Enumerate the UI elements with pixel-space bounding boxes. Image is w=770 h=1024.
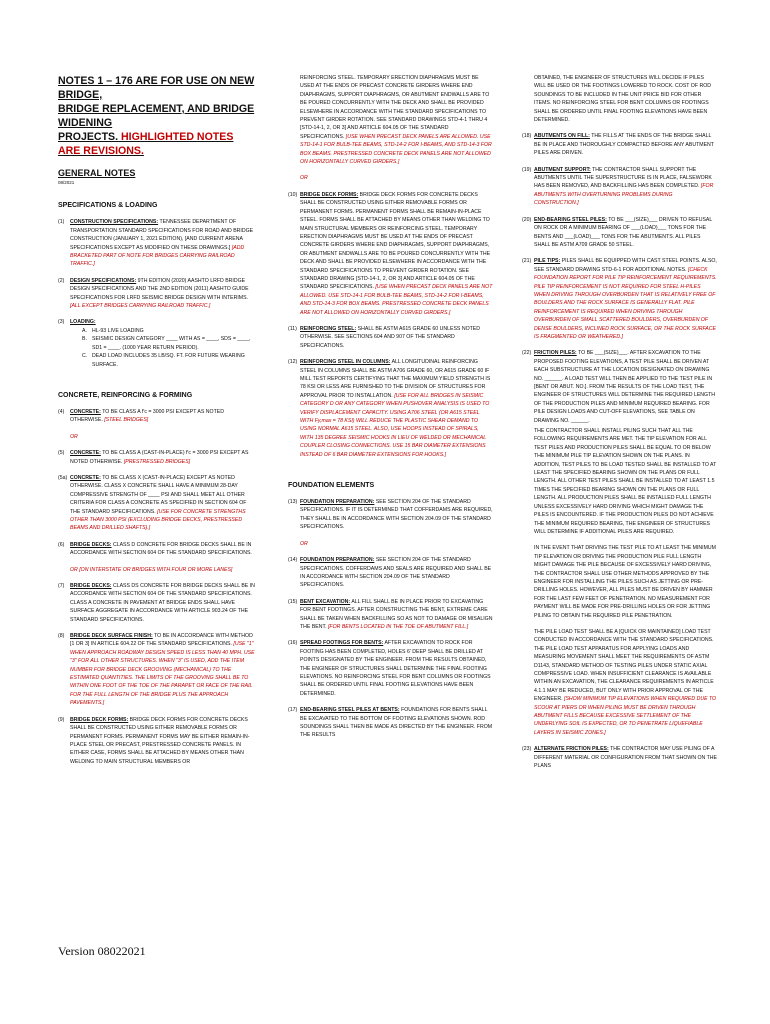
column-3 — [522, 74, 717, 778]
note-11: (11) REINFORCING STEEL: SHALL BE ASTM A615 GRADE 60 UNLESS NOTED OTHERWISE. SEE SECTIONS 604 AND 907 OF THE STANDARD SPECIFICATIONS. — [288, 325, 480, 349]
note-7: (7) BRIDGE DECKS: CLASS DS CONCRETE FOR BRIDGE DECKS SHALL BE IN ACCORDANCE WITH SECTION 604 OF THE STANDARD SPECIFICATIONS. CLASS A CONCRETE IN PAVEMENT AT BRIDGE ENDS SHALL HAVE SURFACE AGGREGATE IN ACCORDANCE WITH ARTICLE 903.24 OF THE STANDARD SPECIFICATIONS. — [58, 583, 255, 623]
note-2: (2) DESIGN SPECIFICATIONS: 9TH EDITION (2020) AASHTO LRFD BRIDGE DESIGN SPECIFICATIONS AND THE 2ND EDITION (2011) AASHTO GUIDE SPECIFICATIONS FOR LRFD SEISMIC BRIDGE DESIGN WITH INTERIMS. [ALL EXCEPT BRIDGES CARRYING RAILROAD TRAFFIC.] — [58, 277, 249, 310]
general-notes-heading: GENERAL NOTES — [58, 168, 136, 178]
version-label: Version 08022021 — [58, 944, 146, 958]
or-separator-2: OR — [300, 175, 308, 182]
or-separator: OR — [70, 433, 78, 440]
note-9: (9) BRIDGE DECK FORMS: BRIDGE DECK FORMS FOR CONCRETE DECKS SHALL BE CONSTRUCTED USING EITHER REMOVABLE FORMS OR PERMANENT FORMS. PERMANENT FORMS MAY BE EITHER REMAIN-IN-PLACE STEEL OR PRECAST, PRESTRESSED CONCRETE PANELS. IN EITHER CASE, FORMS SHALL BE ATTACHED BY MEANS OTHER THAN WELDING TO MAIN STRUCTURAL MEMBERS OR — [58, 716, 250, 765]
section-specs-loading: SPECIFICATIONS & LOADING — [58, 202, 158, 210]
note-18: (18) ABUTMENTS ON FILL: THE FILLS AT THE ENDS OF THE BRIDGE SHALL BE IN PLACE AND THOROUGHLY COMPACTED BEFORE ANY ABUTMENT PILES ARE DRIVEN. — [522, 133, 714, 157]
general-notes-date: 08/2021 — [58, 180, 75, 185]
note-3: (3) LOADING: A. HL-93 LIVE LOADING B. SEISMIC DESIGN CATEGORY ____ WITH AS = ____, SDS = ____, SD1 = ____. (1000 YEAR RETURN PERIOD). C. DEAD LOAD INCLUDES 35 LB/SQ. FT. FOR FUTURE WEARING SURFACE. — [58, 319, 251, 368]
note-20: (20) END-BEARING STEEL PILES: TO BE ___(SIZE)___ DRIVEN TO REFUSAL ON ROCK OR A MINIMUM BEARING OF ___(LOAD)___ TONS FOR THE BENTS AND ___(LOAD)___ TONS FOR THE ABUTMENTS. ALL PILES SHALL BE ASTM A709 GRADE 50 STEEL. — [522, 216, 713, 248]
note-16: (16) SPREAD FOOTINGS FOR BENTS: AFTER EXCAVATION TO ROCK FOR FOOTING HAS BEEN COMPLETED, HOLES 6' DEEP SHALL BE DRILLED AT POINTS DESIGNATED BY THE ENGINEER. FROM THE RESULTS OBTAINED, THE ENGINEER OF STRUCTURES SHALL DETERMINE THE FINAL FOOTING ELEVATIONS. NO REINFORCING STEEL FOR BENT COLUMNS OR FOOTINGS SHALL BE ORDERED UNTIL FINAL FOOTING ELEVATIONS HAVE BEEN DETERMINED. — [288, 640, 491, 697]
title-line-1: NOTES 1 – 176 ARE FOR USE ON NEW BRIDGE, — [58, 75, 255, 101]
or-interstate-separator: OR [ON INTERSTATE OR BRIDGES WITH FOUR OR MORE LANES] — [70, 566, 233, 573]
note-13: (13) FOUNDATION PREPARATION: SEE SECTION 204 OF THE STANDARD SPECIFICATIONS. IF IT IS DETERMINED THAT COFFERDAMS ARE REQUIRED, THEY SHALL BE IN ACCORDANCE WITH SECTION 204.09 OF THE STANDARD SPECIFICATIONS. — [288, 499, 493, 531]
note-8: (8) BRIDGE DECK SURFACE FINISH: TO BE IN ACCORDANCE WITH METHOD [1 OR 3] IN ARTICLE 604.22 OF THE STANDARD SPECIFICATIONS. [USE "1" WHEN APPROACH ROADWAY DESIGN SPEED IS LESS THAN 40 MPH. USE "3" FOR ALL OTHER STRUCTURES. WHEN "3" IS USED, ADD THE ITEM NUMBER FOR BRIDGE DECK GROOVING (MECHANICAL) TO THE ESTIMATED QUANTITIES. THE LIMITS OF THE GROOVING SHALL BE TO WITHIN ONE FOOT OF THE TOE OF THE PARAPET OR FACE OF THE RAIL FOR THE FULL LENGTH OF THE BRIDGE PLUS THE APPROACH PAVEMENTS.] — [58, 633, 255, 707]
note-5: (5) CONCRETE: TO BE CLASS A (CAST-IN-PLACE) f'c = 3000 PSI EXCEPT AS NOTED OTHERWISE. [PRESTRESSED BRIDGES] — [58, 450, 249, 465]
note-15: (15) BENT EXCAVATION: ALL FILL SHALL BE IN PLACE PRIOR TO EXCAVATING FOR BENT FOOTINGS. AFTER CONSTRUCTING THE BENT, EXTREME CARE SHALL BE TAKEN WHEN BACKFILLING SO AS NOT TO DAMAGE OR MISALIGN THE BENT. [FOR BENTS LOCATED IN THE TOE OF ABUTMENT FILL.] — [288, 598, 493, 630]
note-22-paragraph-2: THE CONTRACTOR SHALL INSTALL PILING SUCH THAT ALL THE FOLLOWING REQUIREMENTS ARE MET. THE TIP ELEVATION FOR ALL TEST PILES AND PRODUCTION PILES SHALL BE EQUAL TO OR BELOW THE MINIMUM PILE TIP ELEVATION SHOWN ON THE PLANS. IN ADDITION, TEST PILES TO BE LOAD TESTED SHALL BE INSTALLED TO AT LEAST THE SPECIFIED BEARING SHOWN ON THE PLANS OR FULL LENGTH. ALL OTHER TEST PILES SHALL BE INSTALLED TO AT LEAST 1.5 TIMES THE SPECIFIED BEARING SHOWN ON THE PLANS OR FULL LENGTH. ALL PRODUCTION PILES SHALL BE INSTALLED FULL LENGTH UNLESS EXCESSIVELY HARD DRIVING WHICH MIGHT DAMAGE THE PILES IS ENCOUNTERED. IF THE PRODUCTION PILES DO NOT ACHIEVE THE MINIMUM REQUIRED BEARING, THE ENGINEER OF STRUCTURES WILL DETERMINE IF ADDITIONAL PILES ARE REQUIRED. — [534, 428, 717, 535]
note-6: (6) BRIDGE DECKS: CLASS D CONCRETE FOR BRIDGE DECKS SHALL BE IN ACCORDANCE WITH SECTION 604 OF THE STANDARD SPECIFICATIONS. — [58, 541, 252, 557]
or-separator-3: OR — [300, 540, 308, 547]
note-9-continued: REINFORCING STEEL. TEMPORARY ERECTION DIAPHRAGMS MUST BE USED AT THE ENDS OF PRECAST CONCRETE GIRDERS WHERE END DIAPHRAGMS, SUPPORT DIAPHRAGMS, OR ABUTMENT ENDWALLS ARE TO BE POURED CONCURRENTLY WITH THE DECK AND SHALL BE PROVIDED ELSEWHERE IN ACCORDANCE WITH THE STANDARD SPECIFICATIONS TO PREVENT GIRDER ROTATION. SEE STANDARD DRAWINGS STD-4-1 THRU 4 [STD-14-1, 2, OR 3] AND ARTICLE 604.05 OF THE STANDARD SPECIFICATIONS. [USE WHEN PRECAST DECK PANELS ARE ALLOWED. USE STD-14-1 FOR BULB-TEE BEAMS, STD-14-2 FOR I-BEAMS, AND STD-14-3 FOR BOX BEAMS. PRESTRESSED CONCRETE DECK PANELS ARE NOT ALLOWED ON HORIZONTALLY CURVED GIRDERS.] — [300, 75, 492, 166]
note-17: (17) END-BEARING STEEL PILES AT BENTS: FOUNDATIONS FOR BENTS SHALL BE EXCAVATED TO THE BOTTOM OF FOOTING ELEVATIONS SHOWN. ROD SOUNDINGS SHALL THEN BE MADE AS DIRECTED BY THE ENGINEER. FROM THE RESULTS — [288, 707, 493, 739]
title-line-2: BRIDGE REPLACEMENT, AND BRIDGE WIDENING — [58, 103, 255, 129]
section-concrete: CONCRETE, REINFORCING & FORMING — [58, 391, 193, 399]
note-10: (10) BRIDGE DECK FORMS: BRIDGE DECK FORMS FOR CONCRETE DECKS SHALL BE CONSTRUCTED USING EITHER REMOVABLE FORMS OR PERMANENT FORMS. PERMANENT FORMS SHALL BE REMAIN-IN-PLACE STEEL. FORMS SHALL BE ATTACHED BY MEANS OTHER THAN WELDING TO MAIN STRUCTURAL MEMBERS OR REINFORCING STEEL. TEMPORARY ERECTION DIAPHRAGMS MUST BE USED AT THE ENDS OF PRECAST CONCRETE GIRDERS WHERE END DIAPHRAGMS, SUPPORT DIAPHRAGMS, OR ABUTMENT ENDWALLS ARE TO BE POURED CONCURRENTLY WITH THE DECK AND SHALL BE PROVIDED ELSEWHERE IN ACCORDANCE WITH THE STANDARD SPECIFICATIONS TO PREVENT GIRDER ROTATION. SEE STANDARD DRAWING [STD-14-1, 2, OR 3] AND ARTICLE 604.05 OF THE STANDARD SPECIFICATIONS. [USE WHEN PRECAST DECK PANELS ARE NOT ALLOWED. USE STD-14-1 FOR BULB-TEE BEAMS, STD-14-2 FOR I-BEAMS, AND STD-14-3 FOR BOX BEAMS. PRESTRESSED CONCRETE DECK PANELS ARE NOT ALLOWED ON HORIZONTALLY CURVED GIRDERS.] — [288, 191, 493, 316]
note-17-continued: OBTAINED, THE ENGINEER OF STRUCTURES WILL DECIDE IF PILES WILL BE USED OR THE FOOTINGS LOWERED TO ROCK. COST OF ROD SOUNDINGS TO BE INCLUDED IN THE UNIT PRICE BID FOR OTHER ITEMS. NO REINFORCING STEEL FOR BENT COLUMNS OR FOOTINGS SHALL BE ORDERED UNTIL FINAL FOOTING ELEVATIONS HAVE BEEN DETERMINED. — [534, 75, 711, 124]
note-22-paragraph-3: IN THE EVENT THAT DRIVING THE TEST PILE TO AT LEAST THE MINIMUM TIP ELEVATION OR DRIVING THE PRODUCTION PILE FULL LENGTH MIGHT DAMAGE THE PILE BECAUSE OF EXCESSIVELY HARD DRIVING, THE CONTRACTOR SHALL USE OTHER METHODS APPROVED BY THE ENGINEER FOR INSTALLING THE PILES SUCH AS JETTING OR PRE-DRILLING HOLES. HOWEVER, ALL PILES MUST BE DRIVEN BY HAMMER FOR THE LAST FEW FEET OF PENETRATION. NO MEASUREMENT FOR PAYMENT WILL BE MADE FOR PRE-DRILLING HOLES OR FOR JETTING PILING TO OBTAIN THE REQUIRED PILE PENETRATION. — [534, 545, 716, 619]
note-12: (12) REINFORCING STEEL IN COLUMNS: ALL LONGITUDINAL REINFORCING STEEL IN COLUMNS SHALL BE ASTM A706 GRADE 60, OR A615 GRADE 60 IF MILL TEST REPORTS CERTIFYING THAT THE MAXIMUM YIELD STRENGTH IS 78 KSI OR LESS ARE FURNISHED TO THE DIVISION OF STRUCTURES FOR APPROVAL PRIOR TO INSTALLATION. [USE FOR ALL BRIDGES IN SEISMIC CATEGORY D OR ANY CATEGORY WHEN PUSHOVER ANALYSIS IS USED TO VERIFY DISPLACEMENT CAPACITY. USING A706 STEEL (OR A615 STEEL WITH Fy,max = 78 KSI) WILL REDUCE THE PLASTIC SHEAR DEMAND TO USING NORMAL A615 STEEL. ALSO, USE HOOPS INSTEAD OF SPIRALS, WITH 135 DEGREE SEISMIC HOOKS IN LIEU OF WELDED OR MECHANICAL COUPLER CLOSING CONNECTIONS. USE 15 BAR DIAMETER EXTENSIONS INSTEAD OF 6 BAR DIAMETER EXTENSIONS FOR HOOKS.] — [288, 359, 491, 458]
title-line-3: PROJECTS. — [58, 131, 119, 143]
highlighted-revision-note: HIGHLIGHTED NOTES ARE REVISIONS. — [58, 131, 234, 157]
note-19: (19) ABUTMENT SUPPORT: THE CONTRACTOR SHALL SUPPORT THE ABUTMENTS UNTIL THE SUPERSTRUCTURE IS IN PLACE, FALSEWORK HAS BEEN REMOVED, AND BACKFILLING HAS BEEN COMPLETED. [FOR ABUTMENTS WITH OVERTURNING PROBLEMS DURING CONSTRUCTION.] — [522, 166, 714, 207]
note-21: (21) PILE TIPS: PILES SHALL BE EQUIPPED WITH CAST STEEL POINTS. ALSO, SEE STANDARD DRAWING STD-6-1 FOR ADDITIONAL NOTES. [CHECK FOUNDATION REPORT FOR PILE TIP REINFORCEMENT REQUIREMENTS. PILE TIP REINFORCEMENT IS NOT REQUIRED FOR STEEL H-PILES WHEN DRIVING THROUGH OVERBURDEN THAT IS RELATIVELY FREE OF BOULDERS AND THE ROCK SURFACE IS GENERALLY FLAT. PILE REINFORCEMENT IS REQUIRED WHEN DRIVING THROUGH OVERBURDEN OF SMALL SCATTERED BOULDERS, OVERBURDEN OF DENSE BOULDERS, INCLINED ROCK SURFACE, OR THE ROCK SURFACE IS FRAGMENTED OR WEATHERED.] — [522, 258, 717, 340]
column-2 — [288, 74, 493, 748]
note-5a: (5a) CONCRETE: TO BE CLASS X (CAST-IN-PLACE) EXCEPT AS NOTED OTHERWISE. CLASS X CONCRETE SHALL HAVE A MINIMUM 28-DAY COMPRESSIVE STRENGTH OF ____ PSI AND SHALL MEET ALL OTHER CRITERIA FOR CLASS A CONCRETE AS SPECIFIED IN SECTION 604 OF THE STANDARD SPECIFICATIONS. [USE FOR CONCRETE STRENGTHS OTHER THAN 3000 PSI (EXCLUDING BRIDGE DECKS, PRESTRESSED BEAMS AND DRILLED SHAFTS).] — [58, 474, 247, 532]
note-14: (14) FOUNDATION PREPARATION: SEE SECTION 204 OF THE STANDARD SPECIFICATIONS. COFFERDAMS AND SEALS ARE REQUIRED AND SHALL BE IN ACCORDANCE WITH SECTION 204.09 OF THE STANDARD SPECIFICATIONS. — [288, 557, 492, 589]
note-4: (4) CONCRETE: TO BE CLASS A f'c = 3000 PSI EXCEPT AS NOTED OTHERWISE. [STEEL BRIDGES] — [58, 408, 224, 424]
column-1 — [58, 74, 258, 774]
note-22-paragraph-4: THE PILE LOAD TEST SHALL BE A [QUICK OR MAINTAINED] LOAD TEST CONDUCTED IN ACCORDANCE WITH THE STANDARD SPECIFICATIONS. THE PILE LOAD TEST APPARATUS FOR APPLYING LOADS AND MEASURING MOVEMENT SHALL MEET THE REQUIREMENTS OF ASTM D1143, STANDARD METHOD OF TESTING PILES UNDER STATIC AXIAL COMPRESSIVE LOAD. WHEN INSUFFICIENT CLEARANCE IS AVAILABLE WITHIN AN EXCAVATION, THE CLEARANCE REQUIREMENTS IN ARTICLE 4.1.1 MAY BE REDUCED, BUT ONLY WITH PRIOR APPROVAL OF THE ENGINEER. — [534, 628, 714, 703]
note-23: (23) ALTERNATE FRICTION PILES: THE CONTRACTOR MAY USE PILING OF A DIFFERENT MATERIAL OR CONFIGURATION FROM THAT SHOWN ON THE PLANS — [522, 746, 718, 770]
note-22: (22) FRICTION PILES: TO BE ___(SIZE)___. AFTER EXCAVATION TO THE PROPOSED FOOTING ELEVATIONS, A TEST PILE SHALL BE DRIVEN AT EACH SUBSTRUCTURE AT THE LOCATION DESIGNATED ON DRAWING NO. ______. A LOAD TEST WILL THEN BE APPLIED TO THE TEST PILE IN [BENT OR ABUT. NO.]. FROM THE RESULTS OF THE LOAD TEST, THE ENGINEER OF STRUCTURES WILL DETERMINE THE REQUIRED LENGTH OF THE PRODUCTION PILES AND MINIMUM REQUIRED BEARING. FOR PILE DESIGN LOADS AND CUT-OFF ELEVATIONS, SEE TABLE ON DRAWING NO. ______. THE CONTRACTOR SHALL INSTALL PILING SUCH THAT ALL THE FOLLOWING REQUIREMENTS ARE MET. THE TIP ELEVATION FOR ALL TEST PILES AND PRODUCTION PILES SHALL BE EQUAL TO OR BELOW THE MINIMUM PILE TIP ELEVATION SHOWN ON THE PLANS. IN ADDITION, TEST PILES TO BE LOAD TESTED SHALL BE INSTALLED TO AT LEAST THE SPECIFIED BEARING SHOWN ON THE PLANS OR FULL LENGTH. ALL OTHER TEST PILES SHALL BE INSTALLED TO AT LEAST 1.5 TIMES THE SPECIFIED BEARING SHOWN ON THE PLANS OR FULL LENGTH. ALL PRODUCTION PILES SHALL BE INSTALLED FULL LENGTH UNLESS EXCESSIVELY HARD DRIVING WHICH MIGHT DAMAGE THE PILES IS ENCOUNTERED. IF THE PRODUCTION PILES DO NOT ACHIEVE THE MINIMUM REQUIRED BEARING, THE ENGINEER OF STRUCTURES WILL DETERMINE IF ADDITIONAL PILES ARE REQUIRED. IN THE EVENT THAT DRIVING THE TEST PILE TO AT LEAST THE MINIMUM TIP ELEVATION OR DRIVING THE PRODUCTION PILE FULL LENGTH MIGHT DAMAGE THE PILE BECAUSE OF EXCESSIVELY HARD DRIVING, THE CONTRACTOR SHALL USE OTHER METHODS APPROVED BY THE ENGINEER FOR INSTALLING THE PILES SUCH AS JETTING OR PRE-DRILLING HOLES. HOWEVER, ALL PILES MUST BE DRIVEN BY HAMMER FOR THE LAST FEW FEET OF PENETRATION. NO MEASUREMENT FOR PAYMENT WILL BE MADE FOR PRE-DRILLING HOLES OR FOR JETTING PILING TO OBTAIN THE REQUIRED PILE PENETRATION. THE PILE LOAD TEST SHALL BE A [QUICK OR MAINTAINED] LOAD TEST CONDUCTED IN ACCORDANCE WITH THE STANDARD SPECIFICATIONS. THE PILE LOAD TEST APPARATUS FOR APPLYING LOADS AND MEASURING MOVEMENT SHALL MEET THE REQUIREMENTS OF ASTM D1143, STANDARD METHOD OF TESTING PILES UNDER STATIC AXIAL COMPRESSIVE LOAD. WHEN INSUFFICIENT CLEARANCE IS AVAILABLE WITHIN AN EXCAVATION, THE CLEARANCE REQUIREMENTS IN ARTICLE 4.1.1 MAY BE REDUCED, BUT ONLY WITH PRIOR APPROVAL OF THE ENGINEER. [SHOW MINIMUM TIP ELEVATIONS WHEN REQUIRED DUE TO SCOUR AT PIERS OR WHEN PILING MUST BE DRIVEN THROUGH ABUTMENT FILLS BECAUSE EXCESSIVE SETTLEMENT OF THE UNDERLYING SOIL IS EXPECTED, OR TO PENETRATE LIQUEFIABLE LAYERS IN SEISMIC ZONES.] — [522, 350, 717, 736]
notes-title — [58, 74, 258, 158]
note-1: (1) CONSTRUCTION SPECIFICATIONS: TENNESSEE DEPARTMENT OF TRANSPORTATION STANDARD SPECIFICATIONS FOR ROAD AND BRIDGE CONSTRUCTION (JANUARY 1, 2021 EDITION), [AND CURRENT ARENA SPECIFICATIONS EXCEPT AS MODIFIED ON THESE DRAWINGS.] [ADD BRACKETED PART OF NOTE FOR BRIDGES CARRYING RAILROAD TRAFFIC.] — [58, 219, 254, 268]
section-foundation: FOUNDATION ELEMENTS — [288, 482, 375, 490]
